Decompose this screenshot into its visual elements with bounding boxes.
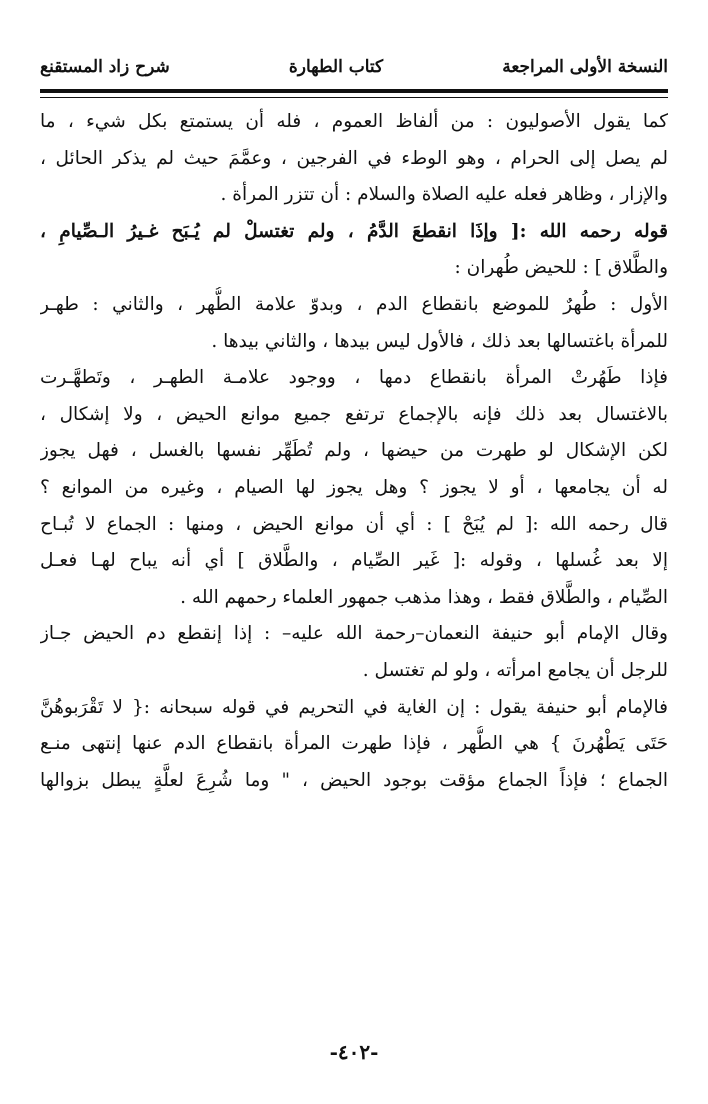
text-line-12: قال رحمه الله :[ لم يُبَحْ ] : أي أن موانع الحيض ، ومنها : الجماع لا تُبـاح [40,513,668,535]
text-line-10: لكن الإشكال لو طهرت من حيضها ، ولم تُطَهِّر نفسها بالغسل ، فهل يجوز [40,440,668,462]
text-line-15: وقال الإمام أبو حنيفة النعمان–رحمة الله عليه– : إذا إنقطع دم الحيض جـاز [40,623,668,645]
text-line-6: الأول : طُهرٌ للموضع بانقطاع الدم ، وبدوّ علامة الطُّهر ، والثاني : طهـر [40,293,668,315]
text-line-5: والطَّلاق ] : للحيض طُهران : [454,257,668,279]
text-line-16: للرجل أن يجامع امرأته ، ولو لم تغتسل . [362,659,668,681]
text-line-1: كما يقول الأصوليون : من ألفاظ العموم ، فله أن يستمتع بكل شيء ، ما [40,111,668,132]
text-line-9: بالاغتسال بعد ذلك فإنه بالإجماع ترتفع جميع موانع الحيض ، ولا إشكال ، [40,403,668,425]
text-line-18: حَتَى يَطْهُرنَ } هي الطُّهر ، فإذا طهرت المرأة بانقطاع الدم عنها إنتهى منـع [40,733,668,755]
main-text [40,104,668,799]
text-line-17: فالإمام أبو حنيفة يقول : إن الغاية في التحريم في قوله سبحانه :{ لا تَقْرَبوهُنَّ [40,696,668,718]
page-number: -٤٠٢- [329,1040,379,1064]
header-book-title: شرح زاد المستقنع [40,57,170,77]
text-line-4: قوله رحمه الله :[ وإذَا انقطعَ الدَّمُ ، ولم تغتسلْ لم يُـبَح غـيرُ الـصِّيامِ ، [40,220,668,242]
header-edition-note: النسخة الأولى المراجعة [502,57,668,77]
text-line-7: للمرأة باغتسالها بعد ذلك ، فالأول ليس بيدها ، والثاني بيدها . [211,330,668,352]
text-line-8: فإذا طَهُرتْ المرأة بانقطاع دمها ، ووجود علامـة الطهـر ، وتَطهَّـرت [40,367,668,389]
header-rule-thick [40,89,668,93]
header-rule-thin [40,97,668,98]
header-chapter-title: كتاب الطهارة [288,57,384,77]
text-line-19: الجماع ؛ فإذاً الجماع مؤقت بوجود الحيض ، " وما شُرِعَ لعلَّةٍ يبطل بزوالها [40,769,668,791]
text-line-3: والإزار ، وظاهر فعله عليه الصلاة والسلام : أن تتزر المرأة . [220,184,668,206]
text-line-11: له أن يجامعها ، أو لا يجوز ؟ وهل يجوز لها الصيام ، وغيره من الموانع ؟ [40,476,668,498]
text-line-2: لم يصل إلى الحرام ، وهو الوطء في الفرجين ، وعمَّمَ حيث لم يذكر الحائل ، [40,147,668,169]
text-line-13: إلا بعد غُسلها ، وقوله :[ غَير الصِّيام ، والطَّلاق ] أي أنه يباح لهـا فعـل [40,550,668,572]
running-header [40,52,668,82]
text-line-14: الصِّيام ، والطَّلاق فقط ، وهذا مذهب جمهور العلماء رحمهم الله . [180,586,668,608]
